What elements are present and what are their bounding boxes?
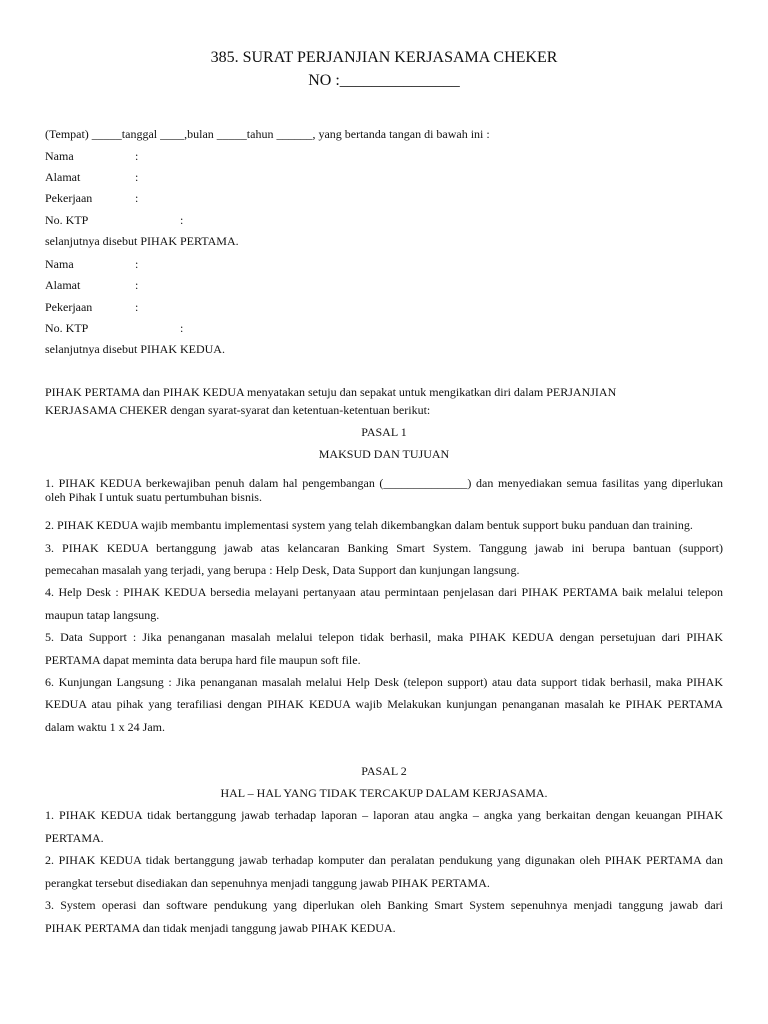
field-colon: :: [135, 170, 139, 184]
document-title: 385. SURAT PERJANJIAN KERJASAMA CHEKER: [210, 49, 558, 66]
field-label-ktp: No. KTP: [45, 321, 89, 335]
pasal1-item-line: PERTAMA dapat meminta data berupa hard file maupun soft file.: [45, 653, 361, 667]
pasal1-item-line: 1. PIHAK KEDUA berkewajiban penuh dalam hal pengembangan (______________) dan menyediakan semua fasilitas yang diperlukan: [45, 476, 723, 490]
field-colon: :: [180, 321, 184, 335]
pasal2-item-line: 3. System operasi dan software pendukung yang diperlukan oleh Banking Smart System sepenuhnya menjadi tanggung jawab dari: [45, 898, 723, 912]
intro-line: (Tempat) _____tanggal ____,bulan _____tahun ______, yang bertanda tangan di bawah ini :: [45, 127, 490, 141]
pasal1-item-line: 6. Kunjungan Langsung : Jika penanganan masalah melalui Help Desk (telepon support) atau data support tidak berhasil, maka PIHAK: [45, 675, 723, 689]
field-label-ktp: No. KTP: [45, 213, 89, 227]
field-label-alamat: Alamat: [45, 170, 81, 184]
pasal1-item-line: KEDUA atau pihak yang terafiliasi dengan PIHAK KEDUA wajib Melakukan kunjungan penanganan masalah ke PIHAK PERTAMA: [45, 697, 723, 711]
pasal1-item-line: 5. Data Support : Jika penanganan masalah melalui telepon tidak berhasil, maka PIHAK KEDUA dengan persetujuan dari PIHAK: [45, 630, 723, 644]
pasal2-item-line: PIHAK PERTAMA dan tidak menjadi tanggung jawab PIHAK KEDUA.: [45, 921, 396, 935]
field-label-pekerjaan: Pekerjaan: [45, 191, 93, 205]
pasal1-item-line: 4. Help Desk : PIHAK KEDUA bersedia melayani pertanyaan atau permintaan penjelasan dari PIHAK PERTAMA baik melalui telepon: [45, 585, 723, 599]
field-label-alamat: Alamat: [45, 278, 81, 292]
field-colon: :: [135, 149, 139, 163]
field-colon: :: [135, 278, 139, 292]
field-colon: :: [135, 191, 139, 205]
pasal2-item-line: 2. PIHAK KEDUA tidak bertanggung jawab terhadap komputer dan peralatan pendukung yang digunakan oleh PIHAK PERTAMA dan: [45, 853, 723, 867]
party2-label: selanjutnya disebut PIHAK KEDUA.: [45, 342, 225, 356]
pasal2-heading: PASAL 2: [361, 764, 407, 778]
field-label-nama: Nama: [45, 149, 74, 163]
document-number: NO :_______________: [308, 72, 460, 89]
pasal1-heading: PASAL 1: [361, 425, 407, 439]
field-label-pekerjaan: Pekerjaan: [45, 300, 93, 314]
party1-label: selanjutnya disebut PIHAK PERTAMA.: [45, 234, 239, 248]
pasal1-item-line: maupun tatap langsung.: [45, 608, 160, 622]
pasal2-item-line: 1. PIHAK KEDUA tidak bertanggung jawab terhadap laporan – laporan atau angka – angka yang berkaitan dengan keuangan PIHAK: [45, 808, 723, 822]
pasal2-subheading: HAL – HAL YANG TIDAK TERCAKUP DALAM KERJASAMA.: [220, 786, 548, 800]
field-colon: :: [135, 300, 139, 314]
pasal1-item-line: oleh Pihak I untuk suatu pertumbuhan bisnis.: [45, 490, 262, 504]
field-label-nama: Nama: [45, 257, 74, 271]
pasal1-item-line: dalam waktu 1 x 24 Jam.: [45, 720, 165, 734]
field-colon: :: [135, 257, 139, 271]
field-colon: :: [180, 213, 184, 227]
pasal1-subheading: MAKSUD DAN TUJUAN: [318, 447, 450, 461]
agreement-line: KERJASAMA CHEKER dengan syarat-syarat dan ketentuan-ketentuan berikut:: [45, 403, 431, 417]
agreement-line: PIHAK PERTAMA dan PIHAK KEDUA menyatakan setuju dan sepakat untuk mengikatkan diri dalam PERJANJIAN: [45, 385, 617, 399]
pasal2-item-line: perangkat tersebut disediakan dan sepenuhnya menjadi tanggung jawab PIHAK PERTAMA.: [45, 876, 490, 890]
pasal2-item-line: PERTAMA.: [45, 831, 104, 845]
pasal1-item-line: 2. PIHAK KEDUA wajib membantu implementasi system yang telah dikembangkan dalam bentuk support buku panduan dan training.: [45, 518, 693, 532]
pasal1-item-line: 3. PIHAK KEDUA bertanggung jawab atas kelancaran Banking Smart System. Tanggung jawab ini berupa bantuan (support): [45, 541, 723, 555]
pasal1-item-line: pemecahan masalah yang terjadi, yang berupa : Help Desk, Data Support dan kunjungan langsung.: [45, 563, 520, 577]
